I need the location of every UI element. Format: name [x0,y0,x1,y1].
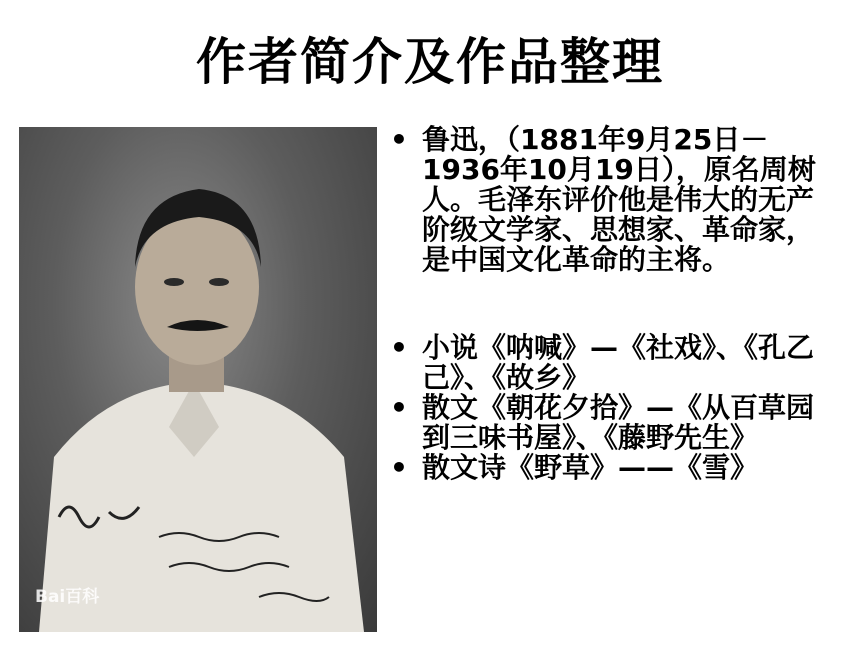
slide-title: 作者简介及作品整理 [196,33,664,91]
bullet-prose-poems: • 散文诗《野草》——《雪》 [390,453,830,483]
bullet-list [390,125,830,483]
bullet-novels: • 小说《呐喊》—《社戏》、《孔乙己》、《故乡》 [390,333,830,393]
portrait-illustration [19,127,377,632]
bullet-biography: • 鲁迅，（1881年9月25日－1936年10月19日），原名周树人。毛泽东评价他是伟大的无产阶级文学家、思想家、革命家，是中国文化革命的主将。 [390,125,830,275]
bullet-essays: • 散文《朝花夕拾》—《从百草园到三味书屋》、《藤野先生》 [390,393,830,453]
portrait-photo [19,127,377,632]
baidu-watermark: Bai百科 [35,587,100,607]
